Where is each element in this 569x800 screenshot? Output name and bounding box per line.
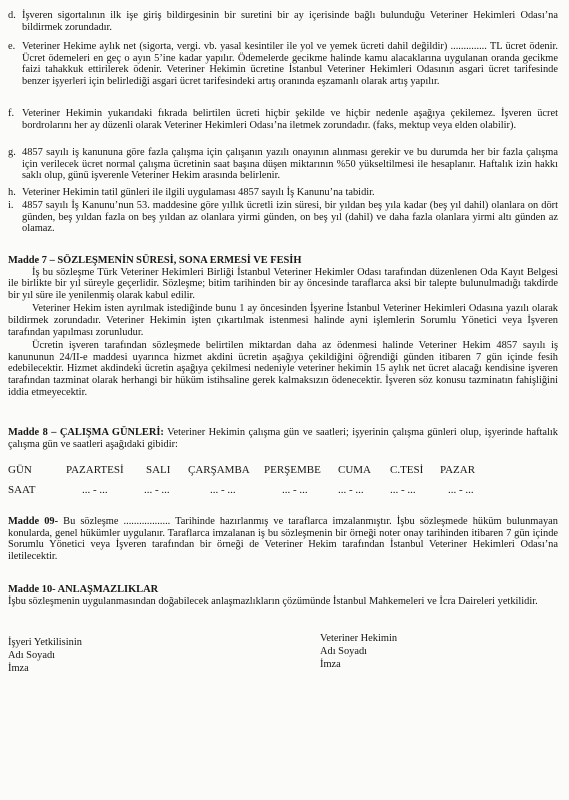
item-label: i. xyxy=(8,200,14,211)
item-label: f. xyxy=(8,108,15,119)
day-friday: CUMA xyxy=(338,464,372,476)
section-madde-8 xyxy=(8,427,558,450)
list-item-f xyxy=(8,108,558,131)
hours-sunday: ... - ... xyxy=(448,484,474,496)
hours-wednesday: ... - ... xyxy=(210,484,236,496)
paragraph: İş bu sözleşme Türk Veteriner Hekimleri Birliği İstanbul Veteriner Hekimler Odası tarafından düzenlenen Oda Kayıt Belgesi ile birlikte bir yıl süreyle geçerlidir. Sözleşme; bitim tarihinden bir ay öncesinde taraflarca aksi bir talepte bulunulmadığı takdirde bir yıl süre ile yenilenmiş olarak kabul edilir. xyxy=(8,266,558,301)
item-text: Veteriner Hekimin tatil günleri ile ilgili uygulaması 4857 sayılı İş Kanunu’na tabidir. xyxy=(22,187,375,198)
hours-friday: ... - ... xyxy=(338,484,364,496)
item-label: e. xyxy=(8,41,16,52)
day-monday: PAZARTESİ xyxy=(66,464,124,476)
hours-thursday: ... - ... xyxy=(282,484,308,496)
item-text: 4857 sayılı İş Kanunu’nun 53. maddesine göre yıllık ücretli izin süresi, bir yıldan beş yıla kadar (beş yıl dahil) olanlara on dört günden, beş yıldan fazla on beş yıldan az olanlara yirmi günden, on beş yıl (dahil) ve daha fazla olanlara yirmi altı günden az olamaz. xyxy=(22,200,558,235)
employer-signature-block xyxy=(8,636,82,675)
item-text: Veteriner Hekime aylık net (sigorta, vergi. vb. yasal kesintiler ile yol ve yemek ücreti dahil değildir) .............. TL ücret ödenir. Ücret ödemeleri en geç o ayın 5’ine kadar yapılır. Ödemelerde gecikme halinde kamu alacaklarına uygulanan oranda gecikme faizi tahakkuk ettirilerek ödenir. Veteriner Hekimin ücretine İstanbul Veteriner Hekimleri Odasının asgari ücret tarifesinde benzer işyerleri için belirlediği asgari ücret tarifesindeki artış oranında eşzamanlı olarak artış yapılır. xyxy=(22,41,558,87)
section-text: Veteriner Hekimin çalışma gün ve saatleri; işyerinin çalışma günleri olup, işyerinde haftalık çalışma gün ve saatleri aşağıdaki gibidir: xyxy=(8,427,558,450)
paragraph: Veteriner Hekim isten ayrılmak istediğinde bunu 1 ay öncesinden İşyerine İstanbul Veteriner Hekimleri Odasına yazılı olarak bildirmek zorundadır. Veteriner Hekimin işten çıkartılmak istenmesi halinde ayni işlemlerin Sorumlu Yönetici veya İşveren tarafından yapılması zorunludur. xyxy=(8,303,558,338)
schedule-days-row xyxy=(8,464,488,484)
list-item-e xyxy=(8,41,558,87)
hours-saturday: ... - ... xyxy=(390,484,416,496)
section-madde-7 xyxy=(8,255,558,400)
day-wednesday: ÇARŞAMBA xyxy=(188,464,250,476)
day-saturday: C.TESİ xyxy=(390,464,424,476)
work-schedule-table xyxy=(8,464,488,504)
signature-role: İşyeri Yetkilisinin xyxy=(8,637,82,648)
hours-tuesday: ... - ... xyxy=(144,484,170,496)
veterinarian-signature-block xyxy=(320,632,397,671)
item-text: 4857 sayılı iş kanununa göre fazla çalışma için çalışanın yazılı onayının alınması gerekir ve bu durumda her bir fazla çalışma için verilecek ücret normal çalışma ücretinin saat başına düşen miktarının %50 yükseltilmesi ile hesaplanır. Haftalık izin hakkı saklı olup, günü işverenle Veteriner Hekim arasında belirlenir. xyxy=(22,147,558,182)
item-text: Veteriner Hekimin yukarıdaki fıkrada belirtilen ücreti hiçbir şekilde ve hiçbir nedenle aşağıya çekilemez. İşveren ücret bordrolarını her ay düzenli olarak Veteriner Hekimleri Odası’na iletmek zorundadır. (faks, mektup veya elden olabilir). xyxy=(22,108,558,131)
list-item-h xyxy=(8,187,558,199)
list-item-i xyxy=(8,200,558,235)
item-text: İşveren sigortalının ilk işe giriş bildirgesinin bir suretini bir ay içerisinde bağlı bulunduğu Veteriner Hekimleri Odası’na bildirmek zorundadır. xyxy=(22,10,558,33)
signature-sign-label: İmza xyxy=(8,663,29,674)
section-heading: Madde 8 – ÇALIŞMA GÜNLERİ: xyxy=(8,427,164,438)
paragraph: Ücretin işveren tarafından sözleşmede belirtilen miktardan daha az ödenmesi halinde Veteriner Hekim 4857 sayılı iş kanununun 24/II-e maddesi uyarınca hizmet akdini ücretin aşağıya çekildiğini öğrendiği günden itibaren 7 gün içinde fesih edebilecektir. Hizmet akdindeki ücretin aşağıya çekilmesi nedeniyle veteriner hekimin 15 aylık net ücret alacağı kendisine işveren tarafından tazminat olarak herhangi bir hüküm istihsaline gerek kalmaksızın ödenecektir. İşveren söz konusu tazminatın fahişliğini iddia etmeyecektir. xyxy=(8,340,558,398)
day-header: GÜN xyxy=(8,464,32,476)
section-text: İşbu sözleşmenin uygulanmasından doğabilecek anlaşmazlıkların çözümünde İstanbul Mahkemeleri ve İcra Daireleri yetkilidir. xyxy=(8,595,538,607)
section-heading: Madde 7 – SÖZLEŞMENİN SÜRESİ, SONA ERMESİ VE FESİH xyxy=(8,255,302,266)
hours-header: SAAT xyxy=(8,484,36,496)
day-sunday: PAZAR xyxy=(440,464,476,476)
signature-name-label: Adı Soyadı xyxy=(8,650,56,661)
list-item-g xyxy=(8,147,558,182)
hours-monday: ... - ... xyxy=(82,484,108,496)
signature-sign-label: İmza xyxy=(320,659,341,670)
section-madde-9 xyxy=(8,516,558,562)
day-thursday: PERŞEMBE xyxy=(264,464,321,476)
section-heading: Madde 10- ANLAŞMAZLIKLAR xyxy=(8,584,159,595)
signature-name-label: Adı Soyadı xyxy=(320,646,368,657)
list-item-d xyxy=(8,10,558,33)
signature-role: Veteriner Hekimin xyxy=(320,633,398,644)
item-label: h. xyxy=(8,187,16,198)
schedule-hours-row xyxy=(8,484,488,504)
item-label: g. xyxy=(8,147,16,158)
section-text: Bu sözleşme .................. Tarihinde hazırlanmış ve taraflarca imzalanmıştır. İşbu sözleşmede hüküm bulunmayan konularda, genel hükümler uygulanır. Taraflarca imzalanan iş bu sözleşmenin bir örneği noter onay tarihinden itibaren 7 gün içinde Sorumlu Yönetici veya İşveren tarafından bir örneği de Veteriner Hekim tarafından İstanbul Veteriner Hekimleri Odası’na iletilecektir. xyxy=(8,516,558,562)
day-tuesday: SALI xyxy=(146,464,171,476)
section-madde-10 xyxy=(8,584,558,607)
section-heading: Madde 09- xyxy=(8,516,59,527)
item-label: d. xyxy=(8,10,16,21)
